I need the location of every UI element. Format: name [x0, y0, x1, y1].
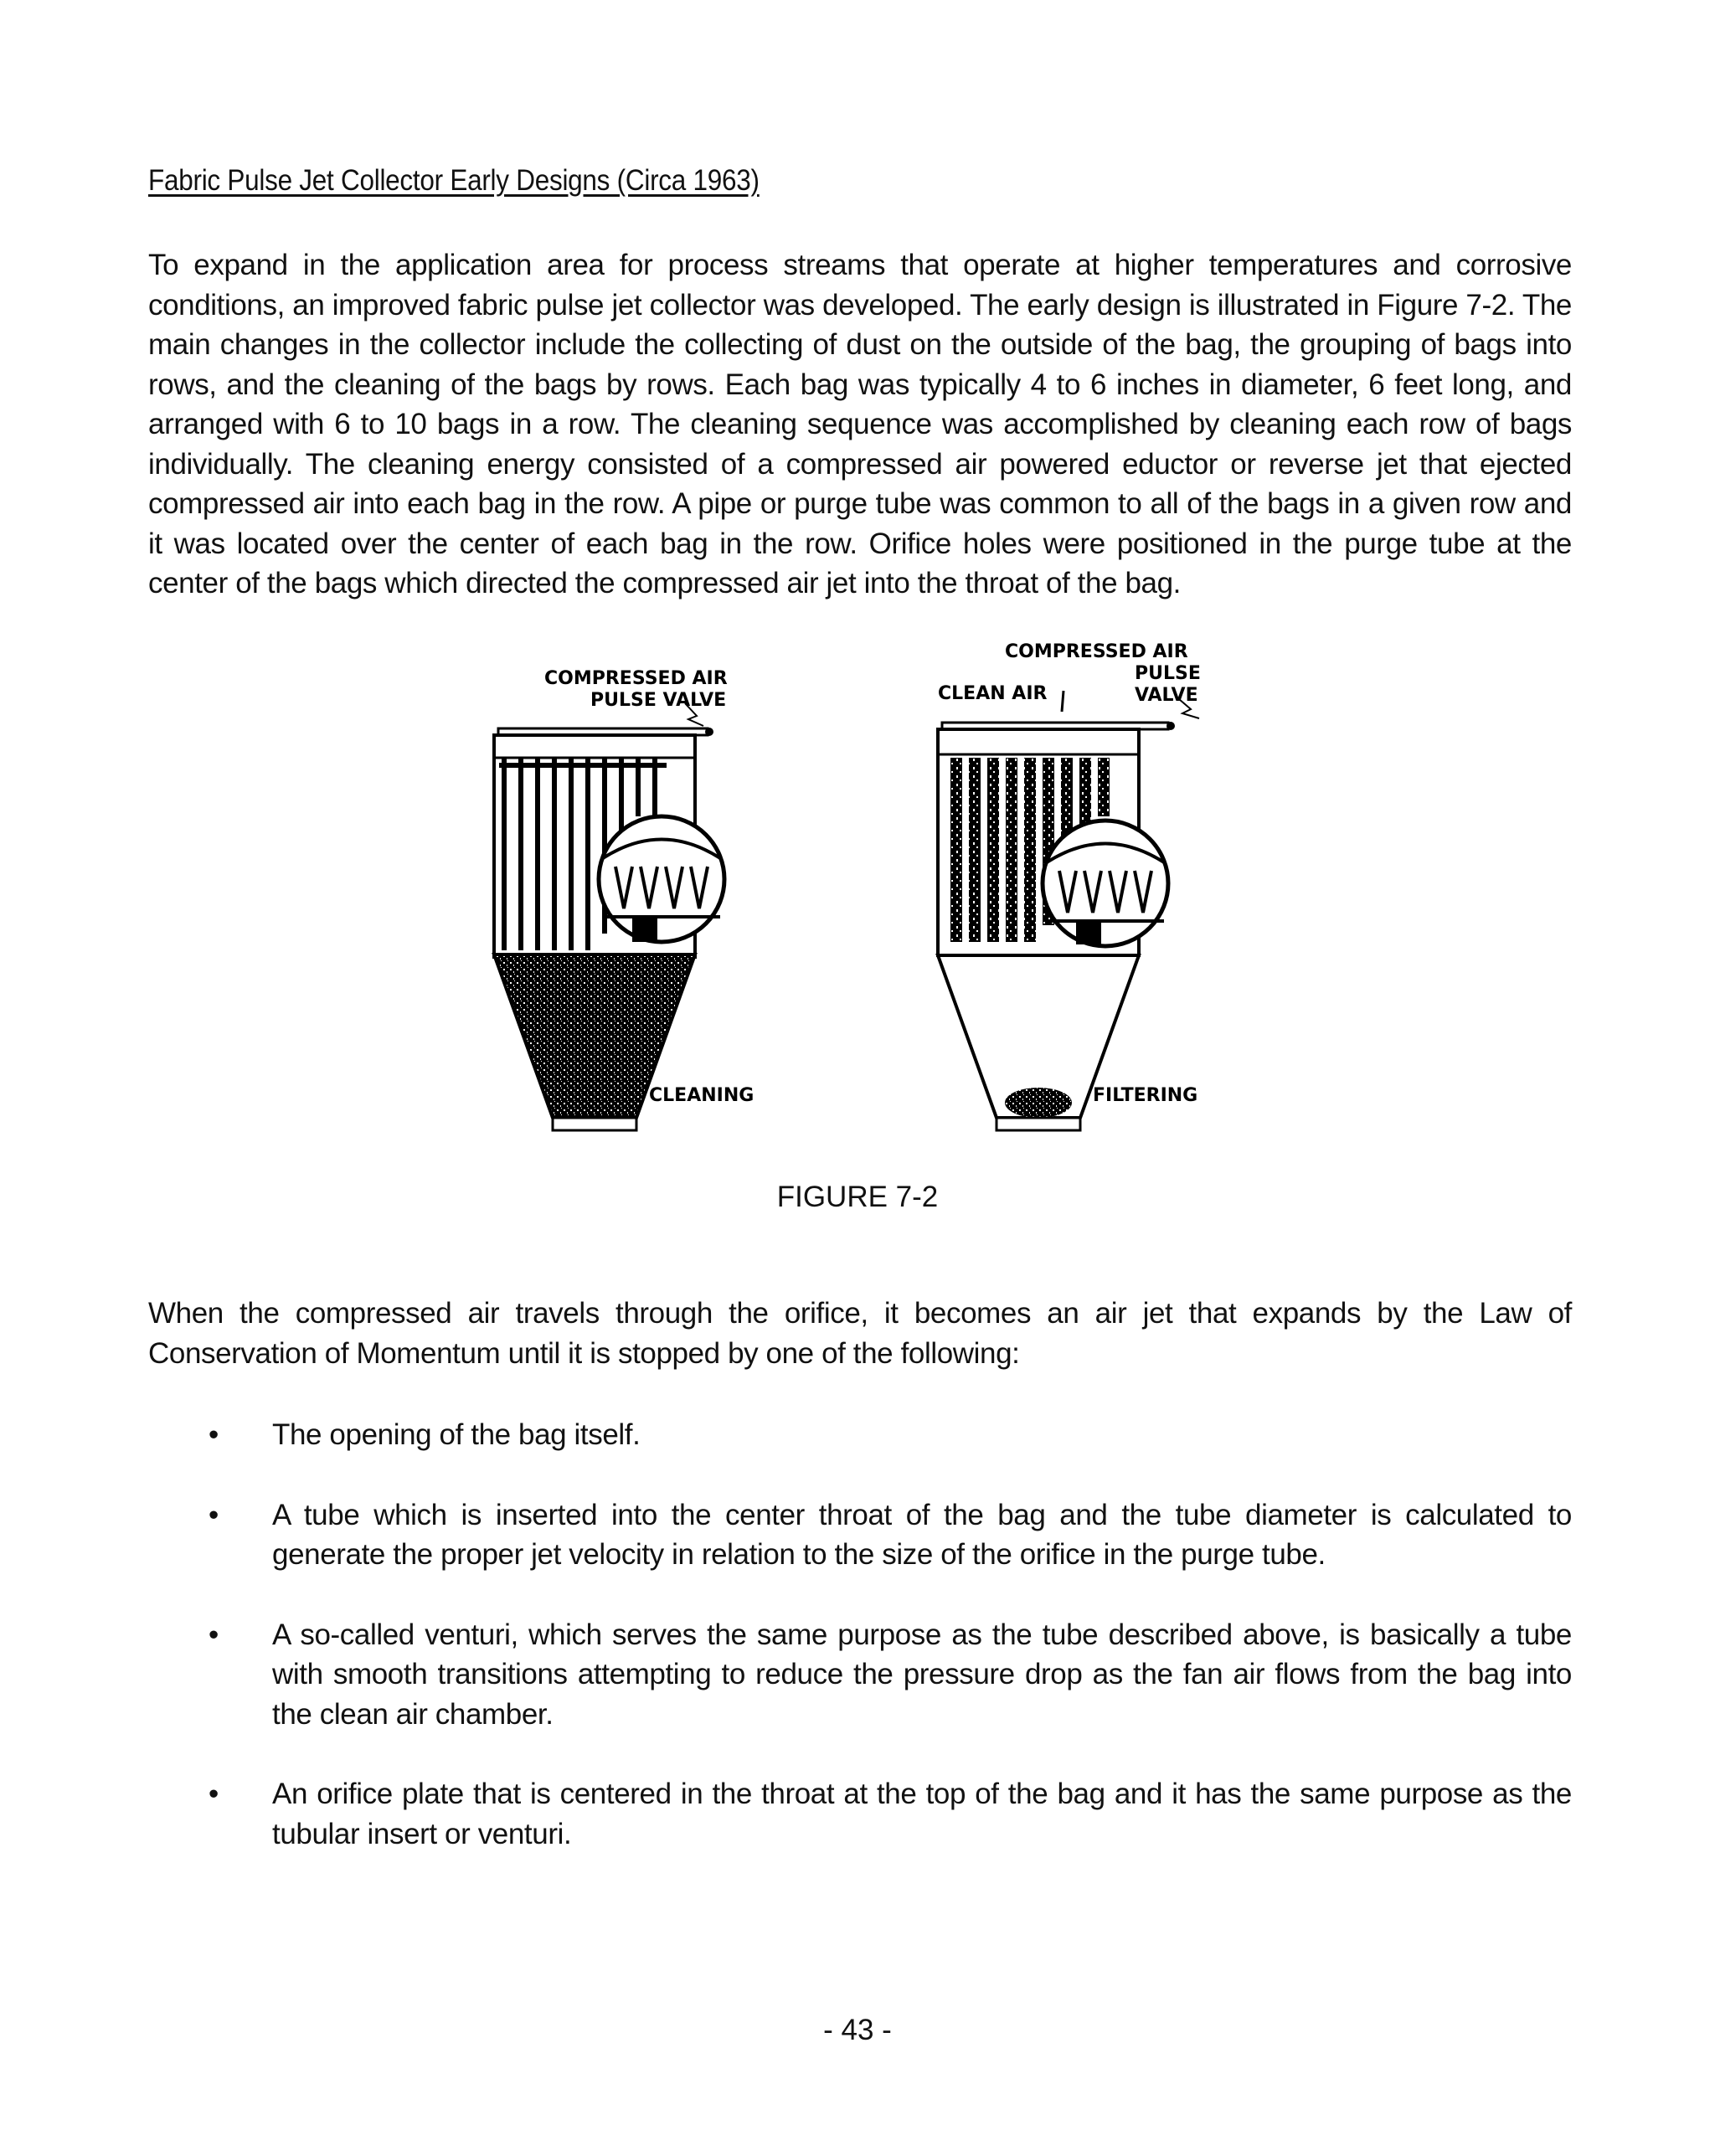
left-outlet	[553, 1118, 636, 1130]
right-valve-label: VALVE	[1135, 685, 1198, 706]
bullet-icon: •	[209, 1778, 219, 1810]
intro-paragraph: To expand in the application area for process streams that operate at higher temperatures and corrosive conditions, an improved fabric pulse jet collector was developed. The early design is illustrated in Figure 7-2. The main changes in the collector include the collecting of dust on the outside of the bag, the grouping of bags into rows, and the cleaning of the bags by rows. Each bag was typically 4 to 6 inches in diameter, 6 feet long, and arranged with 6 to 10 bags in a row. The cleaning sequence was accomplished by cleaning each row of bags individually. The cleaning energy consisted of a compressed air powered eductor or reverse jet that ejected compressed air into each bag in the row. A pipe or purge tube was common to all of the bags in a given row and it was located over the center of each bag in the row. Orifice holes were positioned in the purge tube at the center of the bags which directed the compressed air jet into the throat of the bag.	[148, 249, 1572, 599]
bullet-icon: •	[209, 1418, 219, 1451]
list-item	[148, 1495, 1572, 1575]
clean-air-arrow	[1062, 691, 1064, 712]
bullet-icon: •	[209, 1618, 219, 1651]
cleaning-collector	[494, 668, 754, 1130]
bullet-icon: •	[209, 1498, 219, 1531]
list-item	[148, 1415, 1572, 1455]
list-item-text: The opening of the bag itself.	[272, 1418, 641, 1451]
clean-air-label: CLEAN AIR	[938, 683, 1048, 704]
right-dust-pile	[1005, 1088, 1072, 1118]
list-item	[148, 1774, 1572, 1854]
page-number: - 43 -	[823, 2014, 892, 2046]
right-outlet	[997, 1118, 1080, 1130]
orifice-paragraph: When the compressed air travels through the orifice, it becomes an air jet that expands by the Law of Conservation of Momentum until it is stopped by one of the following:	[148, 1297, 1572, 1370]
list-item-text: An orifice plate that is centered in the throat at the top of the bag and it has the same purpose as the tubular insert or venturi.	[272, 1778, 1572, 1850]
left-compressed-air-label: COMPRESSED AIR	[544, 668, 728, 689]
figure-caption: FIGURE 7-2	[776, 1181, 939, 1213]
list-item	[148, 1615, 1572, 1735]
figure-7-2-diagram	[469, 632, 1223, 1143]
list-item-text: A so-called venturi, which serves the same purpose as the tube described above, is basically a tube with smooth transitions attempting to reduce the pressure drop as the fan air flows from the bag into the clean air chamber.	[272, 1618, 1572, 1731]
right-compressed-air-label: COMPRESSED AIR	[1005, 641, 1188, 662]
right-mode-label: FILTERING	[1093, 1085, 1198, 1106]
right-pulse-label: PULSE	[1135, 663, 1201, 684]
right-pulse-valve	[1167, 722, 1175, 730]
list-item-text: A tube which is inserted into the center throat of the bag and the tube diameter is calculated to generate the proper jet velocity in relation to the size of the orifice in the purge tube.	[272, 1498, 1572, 1571]
left-mode-label: CLEANING	[649, 1085, 754, 1106]
left-pulse-valve	[705, 728, 713, 736]
bullet-list	[148, 1415, 1572, 1894]
filtering-collector	[938, 641, 1201, 1130]
section-heading: Fabric Pulse Jet Collector Early Designs (Circa 1963)	[148, 164, 760, 197]
left-pulse-valve-label: PULSE VALVE	[590, 690, 727, 711]
